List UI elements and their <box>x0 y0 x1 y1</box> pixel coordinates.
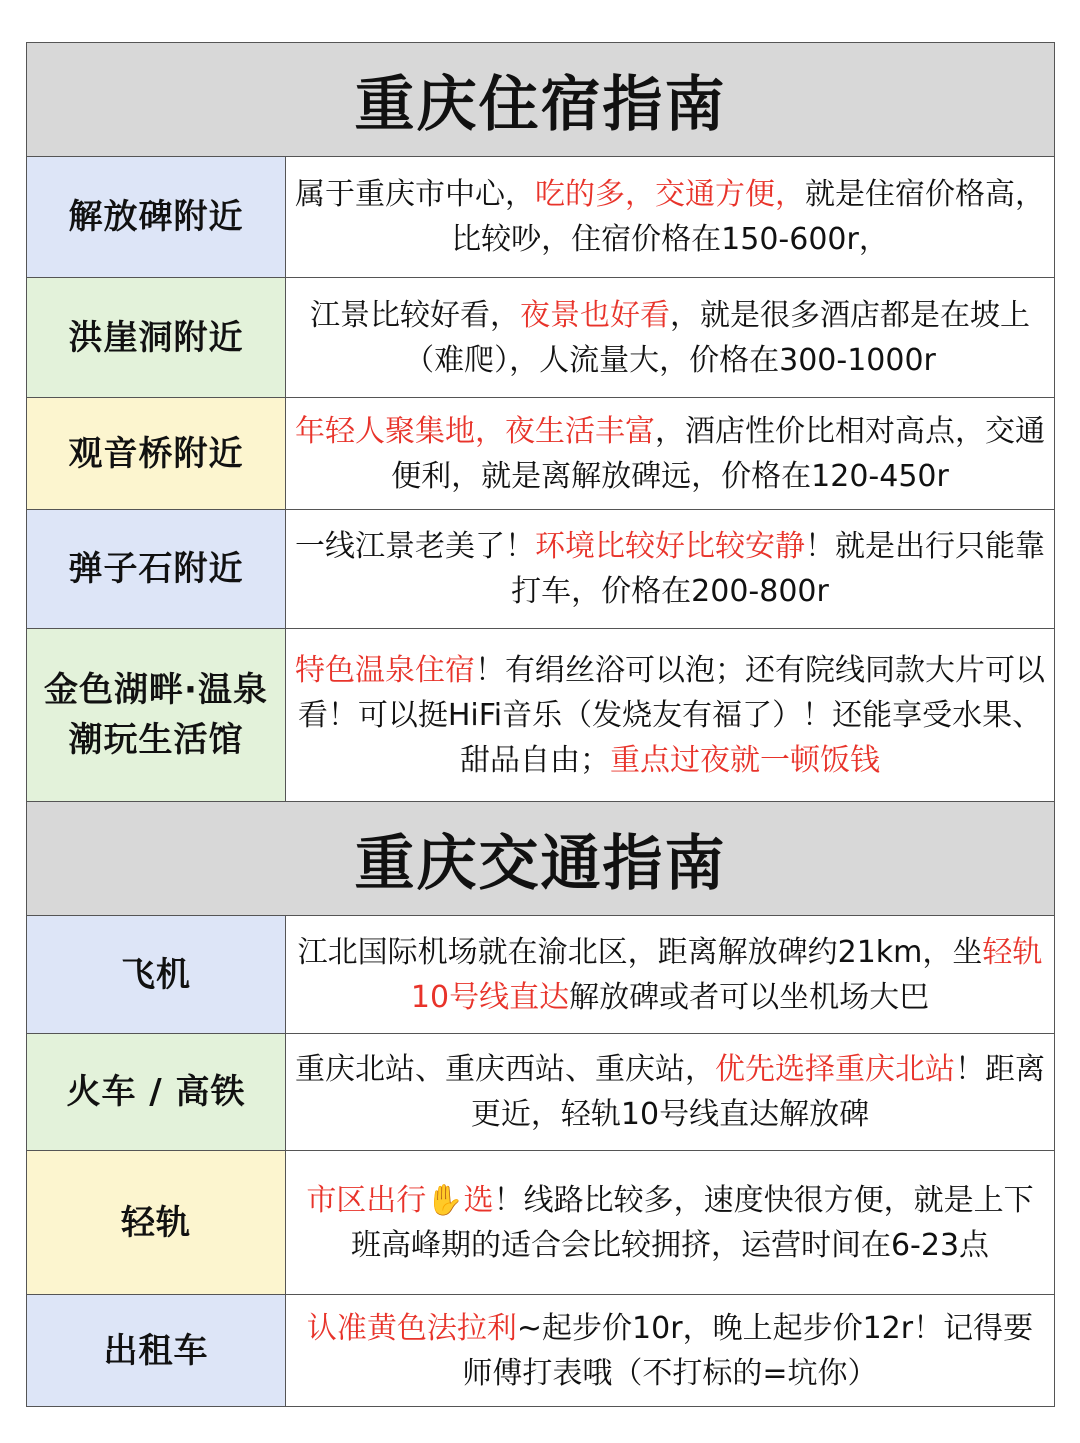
desc-text: 就是住宿价格高，比较吵，住宿价格在150-600r， <box>451 177 1045 257</box>
desc-text: ！线路比较多，速度快很方便，就是上下班高峰期的适合会比较拥挤，运营时间在6-23点 <box>350 1182 1034 1263</box>
desc-text: ，就是很多酒店都是在坡上（难爬），人流量大，价格在300-1000r <box>404 297 1030 378</box>
area-label: 洪崖洞附近 <box>27 278 286 398</box>
highlight-text: 优先选择重庆北站 <box>715 1052 955 1087</box>
highlight-text: 市区出行✋选 <box>306 1182 494 1218</box>
desc-text: 一线江景老美了！ <box>295 529 535 564</box>
area-label: 解放碑附近 <box>27 157 286 278</box>
highlight-text: 年轻人聚集地，夜生活丰富 <box>295 413 655 449</box>
transport-description <box>286 1151 1055 1295</box>
table-row <box>27 916 1055 1034</box>
desc-text: 解放碑或者可以坐机场大巴 <box>569 979 930 1015</box>
transport-label: 飞机 <box>27 916 286 1034</box>
table-row <box>27 1034 1055 1151</box>
highlight-text: 夜景也好看 <box>520 297 670 333</box>
highlight-text: 认准黄色法拉利 <box>306 1310 517 1346</box>
highlight-text: 轻轨10号线直达 <box>410 934 1043 1015</box>
desc-text: 重庆北站、重庆西站、重庆站， <box>295 1052 715 1087</box>
area-description <box>286 157 1055 278</box>
area-description <box>286 278 1055 398</box>
transport-description <box>286 916 1055 1034</box>
section-header-transport <box>27 802 1055 916</box>
guide-table <box>26 42 1055 1407</box>
transport-description <box>286 1034 1055 1151</box>
desc-text: 江景比较好看， <box>310 297 520 333</box>
area-label: 弹子石附近 <box>27 510 286 629</box>
section-header-accommodation <box>27 43 1055 157</box>
desc-text: ！有绢丝浴可以泡；还有院线同款大片可以看！可以挺HiFi音乐（发烧友有福了）！还能享受水果、甜品自由； <box>297 652 1045 778</box>
table-row <box>27 629 1055 802</box>
highlight-text: 重点过夜就一顿饭钱 <box>610 742 880 778</box>
transport-label: 出租车 <box>27 1295 286 1407</box>
highlight-text: 特色温泉住宿 <box>295 652 475 688</box>
desc-text: 属于重庆市中心， <box>295 177 535 212</box>
desc-text: ~起步价10r，晚上起步价12r！记得要师傅打表哦（不打标的=坑你） <box>462 1310 1034 1391</box>
area-label: 观音桥附近 <box>27 398 286 510</box>
area-description <box>286 398 1055 510</box>
table-row <box>27 157 1055 278</box>
desc-text: 江北国际机场就在渝北区，距离解放碑约21km，坐 <box>297 934 983 970</box>
transport-label: 轻轨 <box>27 1151 286 1295</box>
transport-label: 火车 / 高铁 <box>27 1034 286 1151</box>
table-row <box>27 398 1055 510</box>
table-row <box>27 510 1055 629</box>
highlight-text: 环境比较好比较安静 <box>535 529 805 564</box>
accommodation-title: 重庆住宿指南 <box>27 43 1055 157</box>
area-description <box>286 629 1055 802</box>
area-label: 金色湖畔·温泉潮玩生活馆 <box>27 629 286 802</box>
table-row <box>27 278 1055 398</box>
table-row <box>27 1295 1055 1407</box>
highlight-text: 吃的多，交通方便， <box>535 177 805 212</box>
transport-description <box>286 1295 1055 1407</box>
table-row <box>27 1151 1055 1295</box>
area-description <box>286 510 1055 629</box>
desc-text: ！就是出行只能靠打车，价格在200-800r <box>511 529 1045 609</box>
transport-title: 重庆交通指南 <box>27 802 1055 916</box>
desc-text: ，酒店性价比相对高点，交通便利，就是离解放碑远，价格在120-450r <box>391 413 1045 494</box>
desc-text: ！距离更近，轻轨10号线直达解放碑 <box>470 1052 1045 1132</box>
